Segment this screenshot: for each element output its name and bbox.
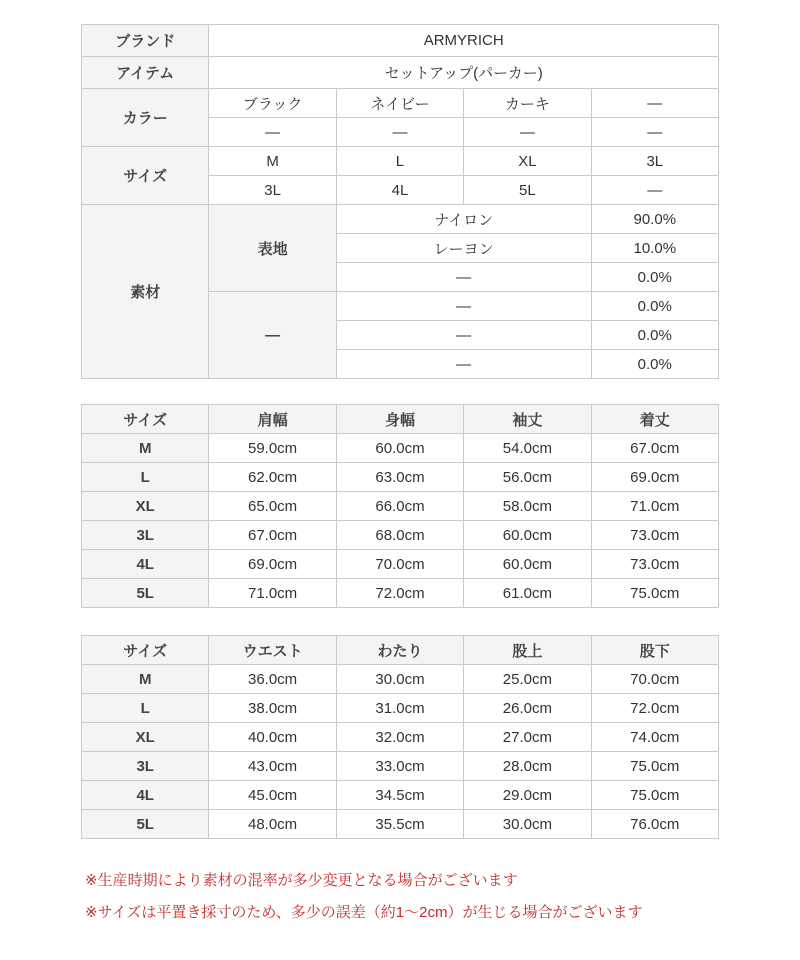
measurement-value: 72.0cm xyxy=(591,694,718,723)
size-value: 5L xyxy=(464,176,591,205)
material-name: — xyxy=(336,350,591,379)
material-group-label: 表地 xyxy=(209,205,336,292)
measurement-value: 56.0cm xyxy=(464,463,591,492)
size-row-label: L xyxy=(82,463,209,492)
table-row xyxy=(82,665,719,694)
size-row-label: L xyxy=(82,694,209,723)
table-row xyxy=(82,550,719,579)
disclaimer-notes xyxy=(81,865,719,929)
measurement-value: 26.0cm xyxy=(464,694,591,723)
column-header: 肩幅 xyxy=(209,405,336,434)
table-row xyxy=(82,579,719,608)
measurement-value: 75.0cm xyxy=(591,752,718,781)
material-label: 素材 xyxy=(82,205,209,379)
measurement-value: 75.0cm xyxy=(591,781,718,810)
measurement-value: 68.0cm xyxy=(336,521,463,550)
color-value: — xyxy=(336,118,463,147)
measurement-value: 43.0cm xyxy=(209,752,336,781)
measurement-value: 40.0cm xyxy=(209,723,336,752)
material-name: — xyxy=(336,292,591,321)
color-value: カーキ xyxy=(464,89,591,118)
table-row xyxy=(82,694,719,723)
column-header: 袖丈 xyxy=(464,405,591,434)
material-percent: 0.0% xyxy=(591,263,718,292)
measurement-value: 36.0cm xyxy=(209,665,336,694)
measurement-value: 54.0cm xyxy=(464,434,591,463)
material-percent: 0.0% xyxy=(591,292,718,321)
color-value: — xyxy=(464,118,591,147)
material-percent: 0.0% xyxy=(591,350,718,379)
size-value: XL xyxy=(464,147,591,176)
measurement-value: 45.0cm xyxy=(209,781,336,810)
measurement-value: 30.0cm xyxy=(464,810,591,839)
measurement-value: 59.0cm xyxy=(209,434,336,463)
measurement-value: 61.0cm xyxy=(464,579,591,608)
measurement-value: 71.0cm xyxy=(209,579,336,608)
measurement-value: 30.0cm xyxy=(336,665,463,694)
measurement-value: 60.0cm xyxy=(464,550,591,579)
measurement-value: 63.0cm xyxy=(336,463,463,492)
material-name: レーヨン xyxy=(336,234,591,263)
measurement-value: 34.5cm xyxy=(336,781,463,810)
measurement-value: 25.0cm xyxy=(464,665,591,694)
size-row-label: XL xyxy=(82,723,209,752)
measurement-value: 66.0cm xyxy=(336,492,463,521)
measurement-value: 29.0cm xyxy=(464,781,591,810)
size-row-label: M xyxy=(82,665,209,694)
measurement-value: 73.0cm xyxy=(591,521,718,550)
measurement-value: 65.0cm xyxy=(209,492,336,521)
pants-header-row xyxy=(82,636,719,665)
color-row xyxy=(82,89,719,118)
size-value: — xyxy=(591,176,718,205)
measurement-value: 70.0cm xyxy=(591,665,718,694)
item-row xyxy=(82,57,719,89)
color-value: ネイビー xyxy=(336,89,463,118)
table-row xyxy=(82,723,719,752)
table-row xyxy=(82,810,719,839)
material-percent: 10.0% xyxy=(591,234,718,263)
material-group-label: — xyxy=(209,292,336,379)
measurement-value: 28.0cm xyxy=(464,752,591,781)
size-value: L xyxy=(336,147,463,176)
product-spec-table xyxy=(81,24,719,379)
table-row xyxy=(82,521,719,550)
color-value: — xyxy=(591,118,718,147)
measurement-value: 35.5cm xyxy=(336,810,463,839)
jacket-size-table xyxy=(81,404,719,608)
column-header: 股下 xyxy=(591,636,718,665)
column-header: 股上 xyxy=(464,636,591,665)
measurement-disclaimer-note: ※サイズは平置き採寸のため、多少の誤差（約1～2cm）が生じる場合がございます xyxy=(85,904,643,921)
measurement-value: 75.0cm xyxy=(591,579,718,608)
column-header: ウエスト xyxy=(209,636,336,665)
item-value: セットアップ(パーカー) xyxy=(209,57,719,89)
measurement-value: 27.0cm xyxy=(464,723,591,752)
material-name: ナイロン xyxy=(336,205,591,234)
color-value: — xyxy=(209,118,336,147)
measurement-value: 62.0cm xyxy=(209,463,336,492)
size-row-label: 3L xyxy=(82,752,209,781)
measurement-value: 71.0cm xyxy=(591,492,718,521)
table-row xyxy=(82,463,719,492)
material-row xyxy=(82,205,719,234)
measurement-value: 70.0cm xyxy=(336,550,463,579)
size-row xyxy=(82,147,719,176)
size-row-label: 5L xyxy=(82,810,209,839)
size-value: 3L xyxy=(209,176,336,205)
material-name: — xyxy=(336,321,591,350)
material-disclaimer-note: ※生産時期により素材の混率が多少変更となる場合がございます xyxy=(85,872,518,889)
table-row xyxy=(82,492,719,521)
jacket-header-row xyxy=(82,405,719,434)
measurement-value: 67.0cm xyxy=(591,434,718,463)
color-value: ブラック xyxy=(209,89,336,118)
material-percent: 90.0% xyxy=(591,205,718,234)
table-row xyxy=(82,781,719,810)
measurement-value: 58.0cm xyxy=(464,492,591,521)
measurement-value: 74.0cm xyxy=(591,723,718,752)
column-header: わたり xyxy=(336,636,463,665)
color-label: カラー xyxy=(82,89,209,147)
size-row-label: 3L xyxy=(82,521,209,550)
brand-value: ARMYRICH xyxy=(209,25,719,57)
size-row-label: 4L xyxy=(82,550,209,579)
material-percent: 0.0% xyxy=(591,321,718,350)
table-row xyxy=(82,434,719,463)
pants-size-table xyxy=(81,635,719,839)
brand-label: ブランド xyxy=(82,25,209,57)
size-row-label: 4L xyxy=(82,781,209,810)
measurement-value: 33.0cm xyxy=(336,752,463,781)
size-row-label: XL xyxy=(82,492,209,521)
measurement-value: 76.0cm xyxy=(591,810,718,839)
measurement-value: 38.0cm xyxy=(209,694,336,723)
column-header: サイズ xyxy=(82,405,209,434)
measurement-value: 31.0cm xyxy=(336,694,463,723)
size-value: M xyxy=(209,147,336,176)
measurement-value: 67.0cm xyxy=(209,521,336,550)
measurement-value: 69.0cm xyxy=(591,463,718,492)
size-value: 3L xyxy=(591,147,718,176)
material-name: — xyxy=(336,263,591,292)
column-header: サイズ xyxy=(82,636,209,665)
size-row-label: M xyxy=(82,434,209,463)
measurement-value: 60.0cm xyxy=(464,521,591,550)
measurement-value: 32.0cm xyxy=(336,723,463,752)
table-row xyxy=(82,752,719,781)
column-header: 着丈 xyxy=(591,405,718,434)
size-value: 4L xyxy=(336,176,463,205)
measurement-value: 73.0cm xyxy=(591,550,718,579)
measurement-value: 72.0cm xyxy=(336,579,463,608)
measurement-value: 60.0cm xyxy=(336,434,463,463)
brand-row xyxy=(82,25,719,57)
item-label: アイテム xyxy=(82,57,209,89)
measurement-value: 69.0cm xyxy=(209,550,336,579)
measurement-value: 48.0cm xyxy=(209,810,336,839)
size-row-label: 5L xyxy=(82,579,209,608)
size-label: サイズ xyxy=(82,147,209,205)
color-value: — xyxy=(591,89,718,118)
column-header: 身幅 xyxy=(336,405,463,434)
